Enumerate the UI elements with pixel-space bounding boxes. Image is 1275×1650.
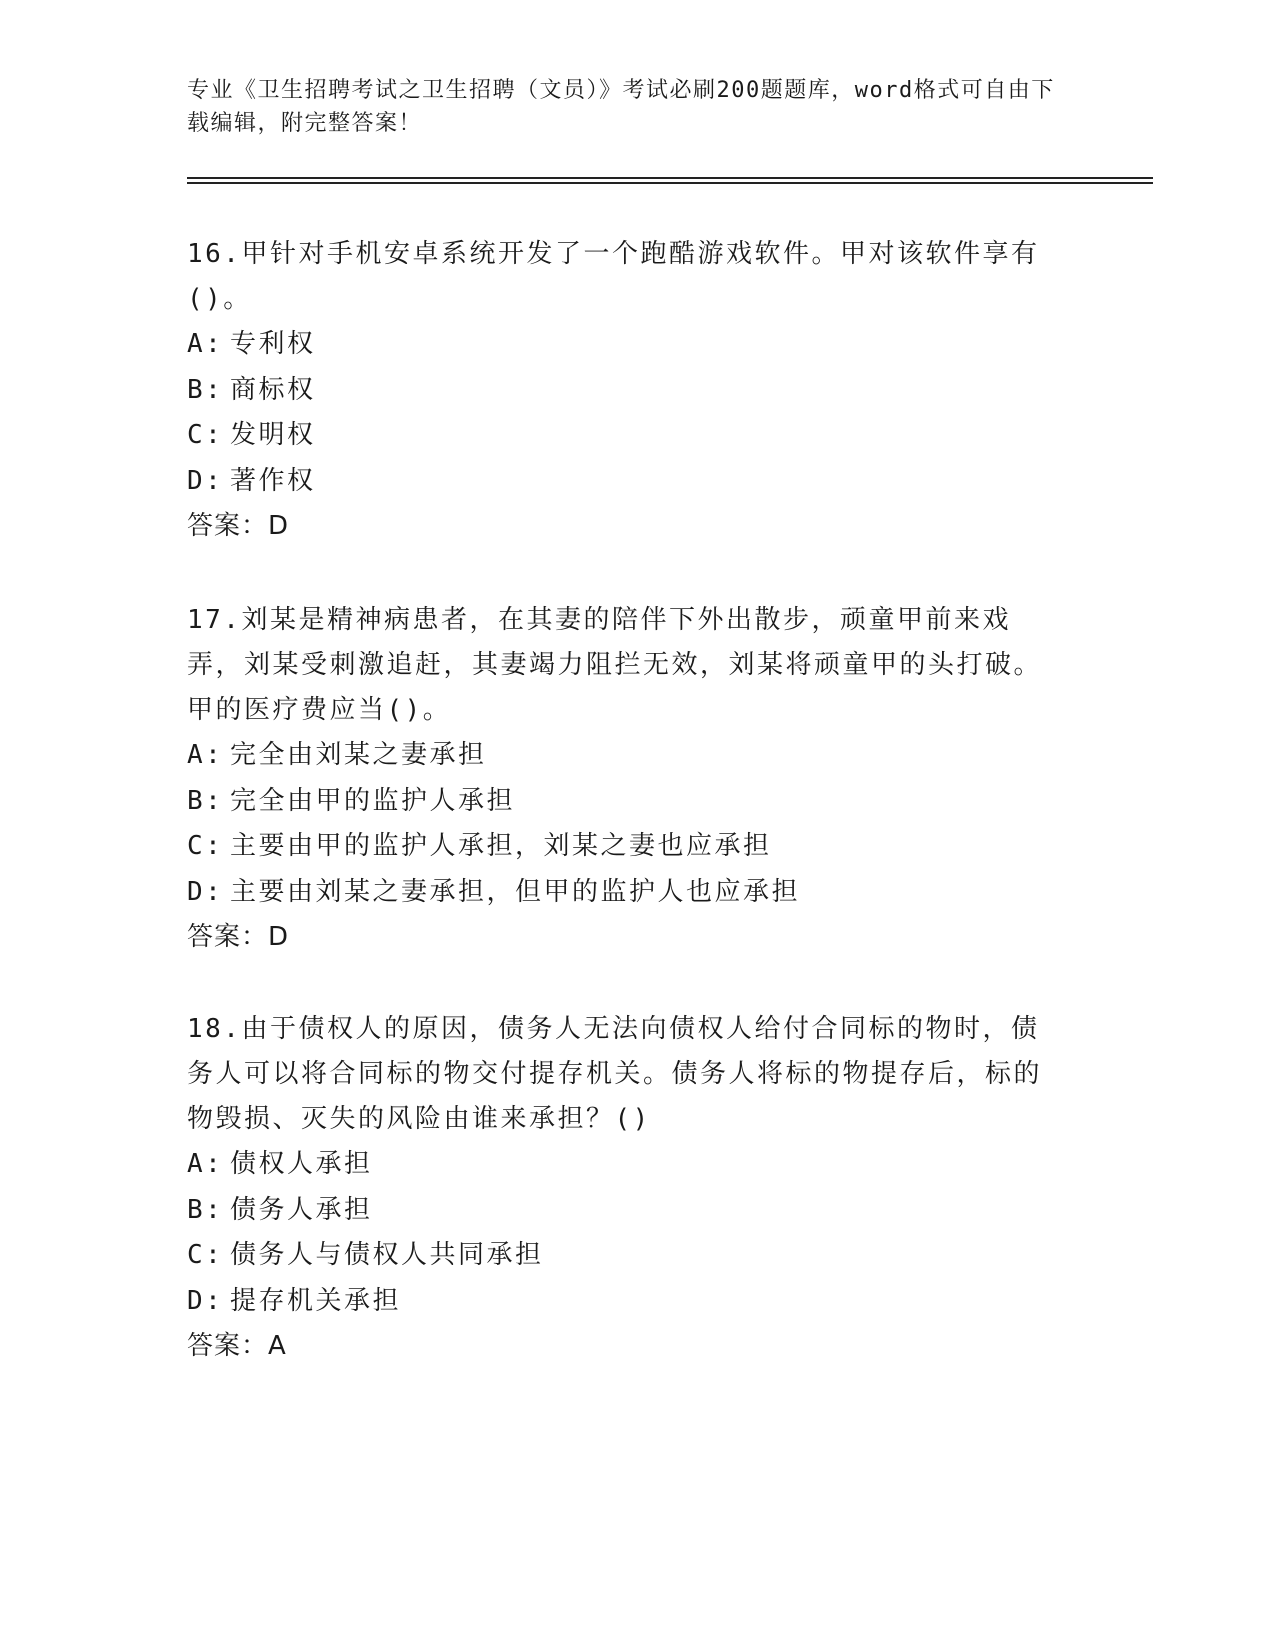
option-key: D:: [187, 876, 224, 907]
option-text: 商标权: [230, 374, 316, 405]
answer-value: D: [268, 922, 290, 952]
option-text: 主要由刘某之妻承担，但甲的监护人也应承担: [230, 876, 801, 907]
option-key: C:: [187, 1240, 224, 1270]
question-18: [187, 1007, 1067, 1370]
option-text: 著作权: [230, 465, 316, 496]
option-a: [187, 322, 1067, 368]
option-text: 发明权: [230, 420, 316, 450]
option-a: [187, 733, 1067, 779]
option-c: [187, 824, 1067, 870]
header-divider-bottom: [187, 182, 1153, 184]
answer-label: 答案：: [187, 922, 269, 952]
option-key: C:: [187, 420, 224, 450]
answer-label: 答案：: [187, 1331, 269, 1361]
option-key: B:: [187, 374, 224, 405]
option-b: [187, 368, 1067, 414]
answer-line: [187, 504, 1067, 550]
option-a: [187, 1142, 1067, 1188]
option-text: 完全由甲的监护人承担: [230, 785, 516, 816]
option-c: [187, 413, 1067, 459]
option-d: [187, 459, 1067, 505]
answer-line: [187, 1324, 1067, 1370]
question-stem: 17.刘某是精神病患者，在其妻的陪伴下外出散步，顽童甲前来戏弄，刘某受刺激追赶，其妻竭力阻拦无效，刘某将顽童甲的头打破。甲的医疗费应当()。: [187, 605, 1043, 725]
option-key: D:: [187, 1285, 224, 1316]
option-text: 专利权: [230, 329, 316, 359]
option-key: A:: [187, 740, 224, 770]
document-header: 专业《卫生招聘考试之卫生招聘（文员）》考试必刷200题题库，word格式可自由下载编辑，附完整答案！: [187, 78, 1055, 136]
answer-value: A: [268, 1331, 287, 1361]
option-text: 债务人与债权人共同承担: [230, 1240, 544, 1270]
question-stem: 18.由于债权人的原因，债务人无法向债权人给付合同标的物时，债务人可以将合同标的物交付提存机关。债务人将标的物提存后，标的物毁损、灭失的风险由谁来承担？(): [187, 1014, 1043, 1134]
answer-value: D: [268, 511, 290, 541]
answer-line: [187, 915, 1067, 961]
option-text: 债权人承担: [230, 1149, 373, 1179]
option-text: 提存机关承担: [230, 1285, 402, 1316]
answer-label: 答案：: [187, 511, 269, 541]
option-key: C:: [187, 831, 224, 861]
option-b: [187, 1188, 1067, 1234]
option-c: [187, 1233, 1067, 1279]
header-divider-top: [187, 177, 1153, 179]
option-d: [187, 870, 1067, 916]
option-key: B:: [187, 1194, 224, 1225]
option-d: [187, 1279, 1067, 1325]
option-key: A:: [187, 329, 224, 359]
question-stem: 16.甲针对手机安卓系统开发了一个跑酷游戏软件。甲对该软件享有()。: [187, 239, 1040, 314]
option-key: B:: [187, 785, 224, 816]
option-text: 主要由甲的监护人承担，刘某之妻也应承担: [230, 831, 772, 861]
option-key: A:: [187, 1149, 224, 1179]
question-16: [187, 232, 1067, 550]
option-b: [187, 779, 1067, 825]
option-key: D:: [187, 465, 224, 496]
option-text: 债务人承担: [230, 1194, 373, 1225]
option-text: 完全由刘某之妻承担: [230, 740, 487, 770]
question-17: [187, 598, 1067, 961]
